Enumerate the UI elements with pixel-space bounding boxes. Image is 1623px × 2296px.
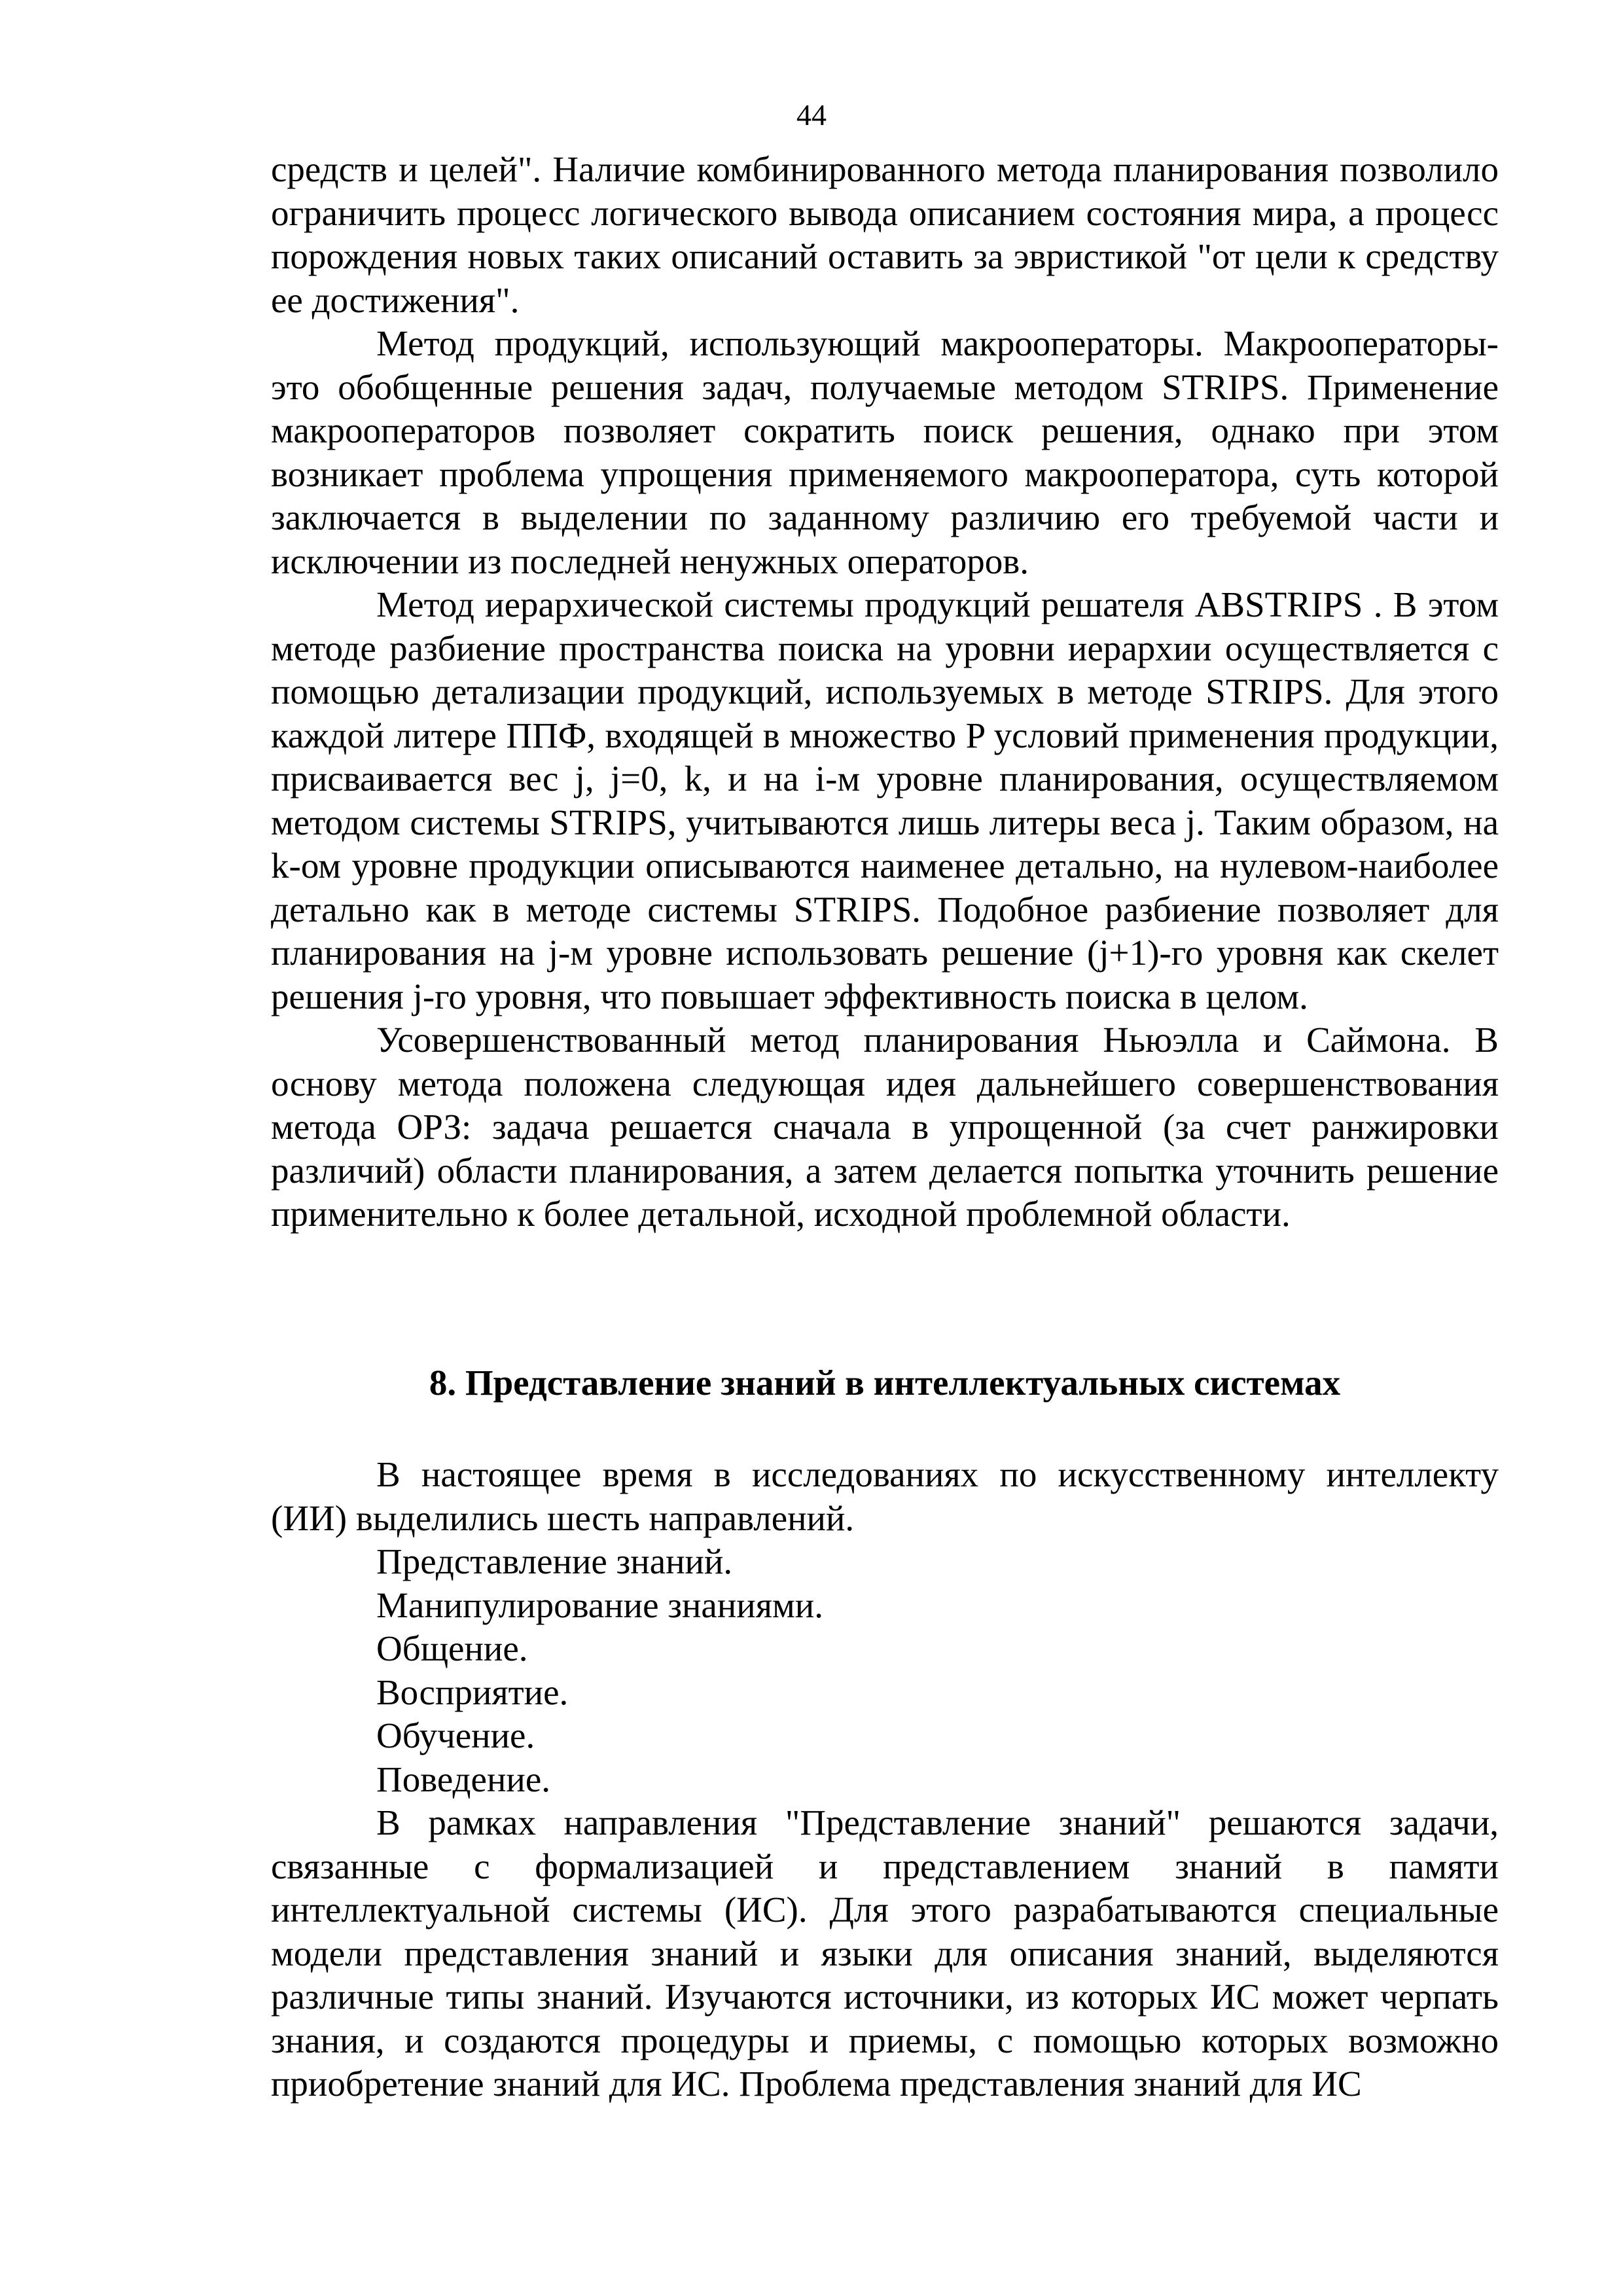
paragraph-abstrips: Метод иерархической системы продукций решателя ABSTRIPS . В этом методе разбиение пространства поиска на уровни иерархии осуществляется с помощью детализации продукций, используемых в методе STRIPS. Для этого каждой литере ППФ, входящей в множество P условий применения продукции, присваивается вес j, j=0, k, и на i-м уровне планирования, осуществляемом методом системы STRIPS, учитываются лишь литеры веса j. Таким образом, на k-ом уровне продукции описываются наименее детально, на нулевом-наиболее детально как в методе системы STRIPS. Подобное разбиение позволяет для планирования на j-м уровне использовать решение (j+1)-го уровня как скелет решения j-го уровня, что повышает эффективность поиска в целом. [271, 584, 1499, 1016]
page-body [271, 148, 1499, 2106]
list-item: Обучение. [376, 1715, 535, 1755]
list-item: Представление знаний. [376, 1541, 733, 1581]
list-item: Общение. [376, 1628, 528, 1668]
paragraph-macro-operators: Метод продукций, использующий макрооператоры. Макрооператоры-это обобщенные решения задач, получаемые методом STRIPS. Применение макрооператоров позволяет сократить поиск решения, однако при этом возникает проблема упрощения применяемого макрооператора, суть которой заключается в выделении по заданному различию его требуемой части и исключении из последней ненужных операторов. [271, 323, 1499, 581]
list-item: Поведение. [376, 1759, 550, 1799]
paragraph-intro: В настоящее время в исследованиях по искусственному интеллекту (ИИ) выделились шесть направлений. [271, 1454, 1499, 1538]
paragraph-newell-simon: Усовершенствованный метод планирования Ньюэлла и Саймона. В основу метода положена следующая идея дальнейшего совершенствования метода ОРЗ: задача решается сначала в упрощенной (за счет ранжировки различий) области планирования, а затем делается попытка уточнить решение применительно к более детальной, исходной проблемной области. [271, 1020, 1499, 1234]
paragraph-knowledge-representation: В рамках направления "Представление знаний" решаются задачи, связанные с формализацией и представлением знаний в памяти интеллектуальной системы (ИС). Для этого разрабатываются специальные модели представления знаний и языки для описания знаний, выделяются различные типы знаний. Изучаются источники, из которых ИС может черпать знания, и создаются процедуры и приемы, с помощью которых возможно приобретение знаний для ИС. Проблема представления знаний для ИС [271, 1803, 1499, 2104]
page-number: 44 [796, 98, 827, 132]
directions-list [271, 1540, 1499, 1801]
paragraph-continuation: средств и целей". Наличие комбинированного метода планирования позволило ограничить процесс логического вывода описанием состояния мира, а процесс порождения новых таких описаний оставить за эвристикой "от цели к средству ее достижения". [271, 149, 1499, 320]
section-heading: 8. Представление знаний в интеллектуальных системах [429, 1362, 1341, 1403]
list-item: Восприятие. [376, 1672, 569, 1712]
list-item: Манипулирование знаниями. [376, 1585, 823, 1625]
